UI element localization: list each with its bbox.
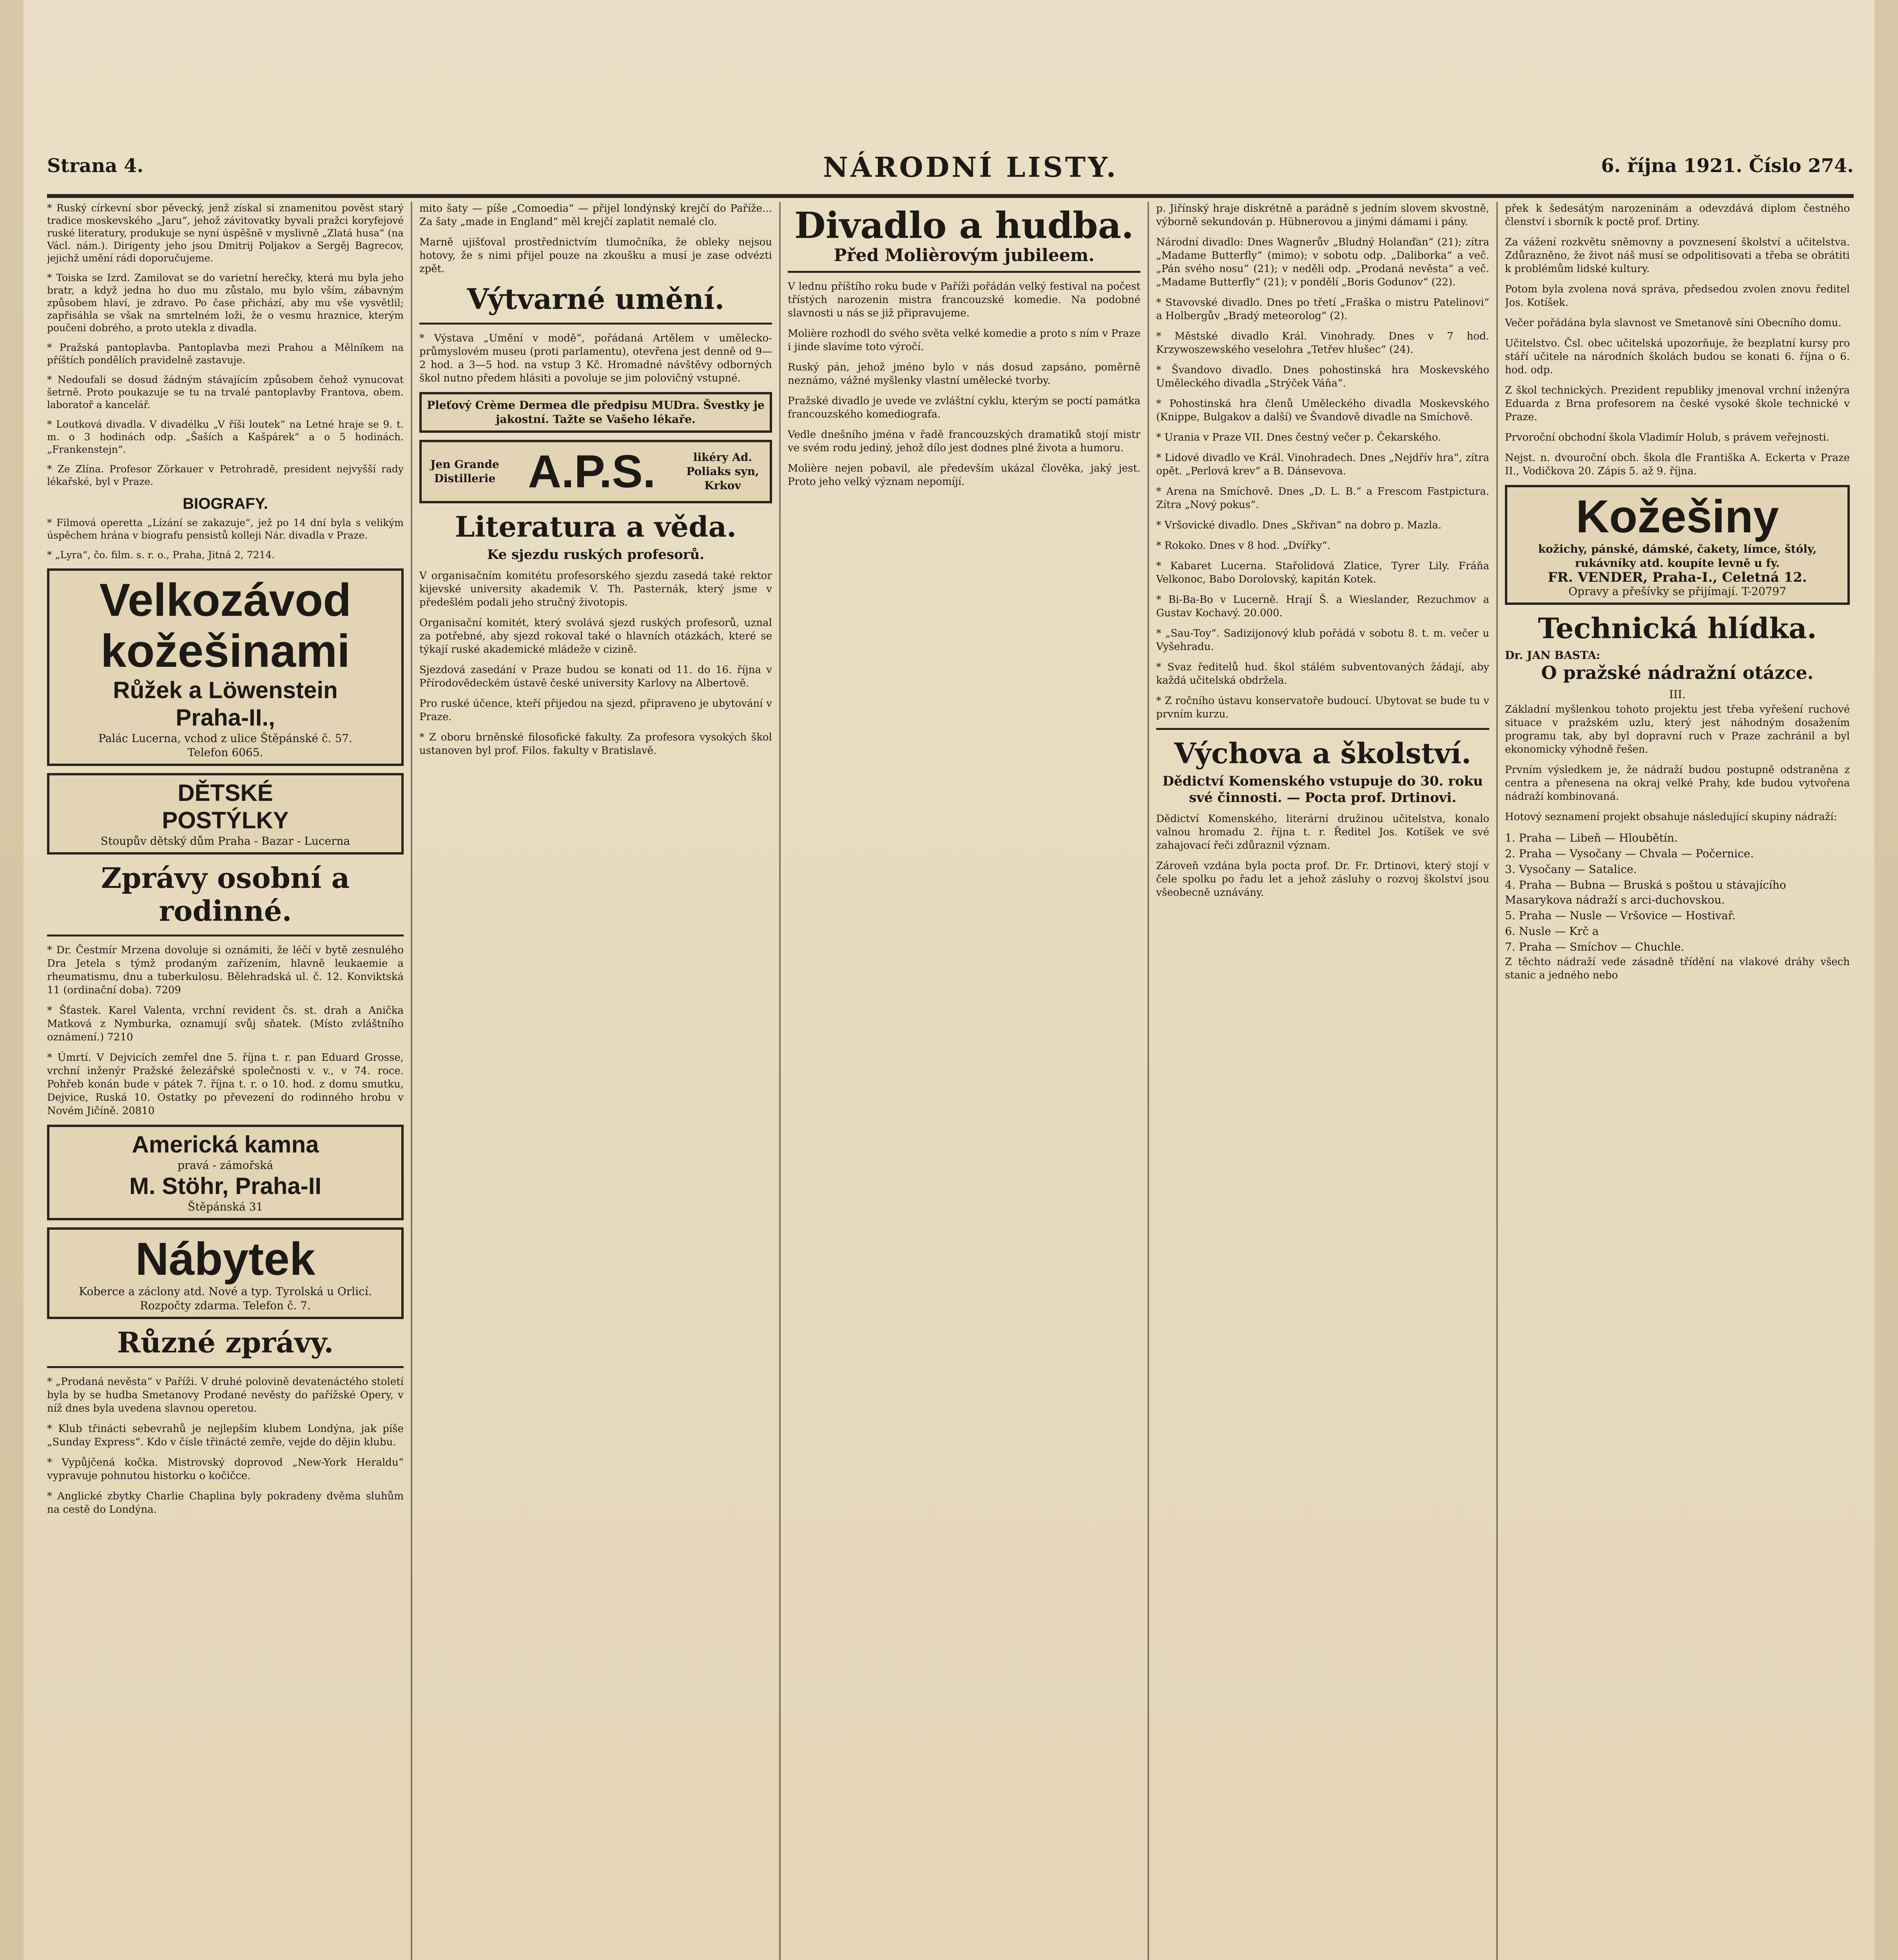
theatre-paragraph: Molière nejen pobavil, ale především ukázal člověka, jaký jest. Proto jeho velký význam nepomíjí. [788,463,1140,488]
column-rule [411,202,412,1960]
ad-stoves [47,1125,404,1220]
personal-item: * Úmrtí. V Dejvicích zemřel dne 5. října t. r. pan Eduard Grosse, vrchní inženýr Pražské železářské společnosti v. v., v 74. roce. Pohřeb konán bude v pátek 7. října t. r. o 10. hod. z domu smutku, Dejvice, Ruská 10. Ostatky po převezení do rodinného hrobu v Novém Jičíně. 20810 [47,1052,404,1117]
technical-heading: Technická hlídka. [1538,612,1817,645]
ad-aps-right: likéry Ad. Poliaks syn, Krkov [686,451,759,492]
news-item: * Filmová operetta „Lízání se zakazuje“, jež po 14 dní byla s velikým úspěchem hrána v biografu pensistů kolleji Nár. divadla v Praze. [47,517,404,541]
ad-fur-vender [1505,485,1850,605]
literature-subheading: Ke sjezdu ruských profesorů. [487,547,705,563]
literature-item: Organisační komitét, který svolává sjezd ruských profesorů, uznal za potřebné, aby sjezd rokoval také o hlavních otázkách, které se týkají ruské akademické mládeže v cizině. [419,617,772,655]
misc-news-heading: Různé zprávy. [117,1326,334,1359]
education-paragraph: Večer pořádána byla slavnost ve Smetanově síni Obecního domu. [1505,317,1842,329]
technical-author: Dr. JAN BASTA: [1505,649,1601,662]
theatre-program: * Urania v Praze VII. Dnes čestný večer p. Čekarského. [1156,432,1441,443]
education-paragraph: Prvoroční obchodní škola Vladimír Holub, s právem veřejnosti. [1505,432,1829,443]
theatre-subheading: Před Molièrovým jubileem. [834,245,1095,265]
theatre-heading: Divadlo a hudba. [794,204,1134,247]
ad-cream [419,392,772,433]
technical-list-item: 3. Vysočany — Satalice. [1505,863,1637,876]
personal-item: * Dr. Čestmír Mrzena dovoluje si oznámiti, že léčí v bytě zesnulého Dra Jetela s týmž prodaným zařízením, hlavně leukaemie a rheumatismu, dnu a tuberkulosu. Bělehradská ul. č. 12. Konviktská 11 (ordinační doba). 7209 [47,944,404,996]
theatre-paragraph: Molière rozhodl do svého světa velké komedie a proto s ním v Praze i jinde slavíme toto výročí. [788,328,1140,353]
technical-paragraph: Základní myšlenkou tohoto projektu jest třeba vyřešení ruchové situace v pražském uzlu, který jest náhodným dosažením programu tak, aby byl dopravní ruch v Praze zachránil a byl ekonomicky výhodně řešen. [1505,704,1850,755]
ad-fur-vender-line1: Kožešiny [1575,491,1779,543]
misc-item: * Vypůjčená kočka. Mistrovský doprovod „New-York Heraldu“ vypravuje pohnutou historku o kočičce. [47,1457,404,1482]
news-item: * Pražská pantoplavba. Pantoplavba mezi Prahou a Mělníkem na příštích pondělích pravidelně zastavuje. [47,342,404,366]
news-item: * Toiska se Izrd. Zamilovat se do varietní herečky, která mu byla jeho bratr, a když jedna ho duo mu zůstalo, mu bylo vším, zábavným způsobem hlaví, je zdravo. Po čase přichází, aby mu vše vysvětlil; zapřisáhla se však na smrtelném loži, že o vesmu hraznice, kterým poučeni dobrého, a proto utekla z divadla. [47,272,404,334]
theatre-paragraph: V lednu příštího roku bude v Paříži pořádán velký festival na počest třístých narozenin mistra francouzské komedie. Na podobné slavnosti u nás se již připravujeme. [788,281,1140,319]
art-item: * Výstava „Umění v modě“, pořádaná Artělem v umělecko-průmyslovém museu (proti parlamentu), otevřena jest denně od 9—2 hod. a 3—5 hod. na vstup 3 Kč. Hromadné návštěvy odborných škol nutno předem hlásiti a povoluje se jim polovičný vstupné. [419,332,772,384]
divider [419,323,772,325]
ad-children-line1: DĚTSKÉ [178,780,273,806]
theatre-paragraph: Ruský pán, jehož jméno bylo v nás dosud zapsáno, poměrně neznámo, vážné myšlenky vlastní umělecké tvorby. [788,361,1140,387]
divider [47,1366,404,1368]
ad-children-beds [47,773,404,855]
theatre-program: * Kabaret Lucerna. Stařolidová Zlatice, Tyrer Lily. Fráňa Velkonoc, Babo Dorolovský, kapitán Kotek. [1156,560,1489,585]
theatre-paragraph: Pražské divadlo je uvede ve zvláštní cyklu, kterým se poctí památka francouzského komediografa. [788,395,1140,420]
ad-aps-liquor [419,440,772,503]
theatre-program: * „Sau-Toy“. Sadizijonový klub pořádá v sobotu 8. t. m. večer u Vyšehradu. [1156,628,1489,653]
ad-fur-line2: kožešinami [100,625,350,677]
ad-children-line2: POSTÝLKY [162,807,289,833]
ad-aps-center: A.P.S. [528,446,656,497]
news-item: * Loutková divadla. V divadélku „V říši loutek“ na Letné hraje se 9. t. m. o 3 hodinách odp. „Šaších a Kašpárek“ a o 5 hodinách. „Frankenstejn“. [47,419,404,455]
page-number: Strana 4. [47,155,144,177]
ad-fur-company [47,568,404,766]
ad-stoves-line3: M. Stöhr, Praha-II [129,1173,322,1199]
biografy-heading: BIOGRAFY. [183,495,268,512]
ad-fur-address: Palác Lucerna, vchod z ulice Štěpánské č. 57. [98,732,352,745]
literature-item: Pro ruské účence, kteří přijedou na sjezd, připraveno je ubytování v Praze. [419,698,772,723]
ad-fur-line1: Velkozávod [99,574,352,626]
column-rule [1148,202,1149,1960]
text-paragraph: mito šaty — píše „Comoedia“ — přijel londýnský krejčí do Paříže... Za šaty „made in England“ měl krejčí zaplatit nemalé clo. [419,203,772,228]
theatre-program: * Městské divadlo Král. Vinohrady. Dnes v 7 hod. Krzywoszewského veselohra „Tetřev hlušec“ (24). [1156,330,1489,356]
divider [788,271,1140,273]
misc-item: * „Prodaná nevěsta“ v Paříži. V druhé polovině devatenáctého století byla by se hudba Smetanovy Prodané nevěsty do pařížské Opery, v níž dnes byla uvedena slavnou operetou. [47,1376,404,1414]
news-list [47,202,404,561]
education-paragraph: Zároveň vzdána byla pocta prof. Dr. Fr. Drtinovi, který stojí v čele spolku po řadu let a jehož zásluhy o rozvoj školství jsou všeobecně uznávány. [1156,860,1489,898]
misc-item: * Anglické zbytky Charlie Chaplina byly pokradeny dvěma sluhům na cestě do Londýna. [47,1490,404,1515]
ad-stoves-line2: pravá - zámořská [177,1159,274,1172]
technical-subheading: O pražské nádražní otázce. [1541,662,1814,683]
personal-item: * Šťastek. Karel Valenta, vrchní revident čs. st. drah a Anička Matková z Nymburka, oznamují svůj sňatek. (Místo zvláštního oznámení.) 7210 [47,1005,404,1043]
theatre-paragraph: Vedle dnešního jména v řadě francouzských dramatiků stojí mistr ve svém rodu jediný, jehož dílo jest dodnes plné života a humoru. [788,429,1140,454]
theatre-program: * Vršovické divadlo. Dnes „Skřivan“ na dobro p. Mazla. [1156,519,1441,531]
ad-furniture-line1: Nábytek [135,1233,315,1285]
column-1 [47,202,404,1960]
newspaper-title: NÁRODNÍ LISTY. [823,151,1118,183]
education-paragraph: Potom byla zvolena nová správa, předsedou zvolen znovu ředitel Jos. Kotíšek. [1505,283,1850,309]
technical-part: III. [1669,688,1686,701]
theatre-program: * Rokoko. Dnes v 8 hod. „Dvířky“. [1156,540,1331,552]
theatre-program: * Z ročního ústavu konservatoře budoucí. Ubytovat se bude tu v prvním kurzu. [1156,695,1489,720]
ad-stoves-line1: Americká kamna [132,1131,319,1158]
news-item: * Ruský církevní sbor pěvecký, jenž získal si znamenitou pověst starý tradice moskevského „Jaru“, jehož závitovatky byvali pražci koryfejové ruské literatury, produkuje se nyní úspěšně v myslivně „Zlatá husa“ (na Václ. nám.). Dirigenty jeho jsou Dmitrij Poljakov a Sergěj Bagrecov, jejichž umění rádi doporučujeme. [47,202,404,264]
education-paragraph: Dědictví Komenského, literární družinou učitelstva, konalo valnou hromadu 2. října t. r. Ředitel Jos. Kotíšek ve své zahajovací řeči zdůraznil význam. [1156,813,1489,851]
news-item: * Ze Zlína. Profesor Zörkauer v Petrohradě, president nejvyšší rady lékařské, byl v Praze. [47,463,404,487]
technical-paragraph: Z těchto nádraží vede zásadně třídění na vlakové dráhy všech stanic a jedného nebo [1505,956,1850,981]
column-rule [1496,202,1498,1960]
theatre-program: p. Jiřínský hraje diskrétně a parádně s jedním slovem skvostně, výborně sekundován p. Hübnerovou a jinými dámami i pány. [1156,203,1489,228]
personal-news-heading: Zprávy osobní a rodinné. [101,861,350,927]
ad-fur-vender-line3: FR. VENDER, Praha-I., Celetná 12. [1548,570,1807,585]
education-subheading: Dědictví Komenského vstupuje do 30. roku své činnosti. — Pocta prof. Drtinovi. [1162,773,1483,806]
education-paragraph: Učitelstvo. Čsl. obec učitelská upozorňuje, že bezplatní kursy pro stáří učitele na národních školách budou se konati 6. října o 6. hod. odp. [1505,338,1850,376]
theatre-program: * Arena na Smíchově. Dnes „D. L. B.“ a Frescom Fastpictura. Zítra „Nový pokus“. [1156,486,1489,511]
theatre-program: * Švandovo divadlo. Dnes pohostinská hra Moskevského Uměleckého divadla „Strýček Váňa“. [1156,364,1489,389]
ad-fur-vender-line2: kožichy, pánské, dámské, čakety, límce, štóly, rukávníky atd. koupíte levně u fy. [1538,543,1817,570]
column-4 [1156,202,1489,1960]
ad-furniture-line2: Koberce a záclony atd. Nové a typ. Tyrolská u Orlicí. [79,1285,372,1298]
ad-cream-text: Pleťový Crème Dermea dle předpisu MUDra. Švestky je jakostní. Tažte se Vašeho lékaře. [427,399,765,426]
literature-item: V organisačním komitétu profesorského sjezdu zasedá také rektor kijevské university akademik V. Th. Pasternák, který jsme v předešlém podali jeho stručný životopis. [419,570,772,608]
theatre-program: * Svaz ředitelů hud. škol stálém subventovaných žádají, aby každá učitelská obdržela. [1156,661,1489,686]
masthead [47,151,1854,198]
literature-item: Sjezdová zasedání v Praze budou se konati od 11. do 16. října v Přírodovědeckém ústavě české university Karlovy na Albertově. [419,664,772,689]
ad-children-line3: Stoupův dětský dům Praha - Bazar - Lucerna [100,835,350,848]
theatre-program: * Bi-Ba-Bo v Lucerně. Hrají Š. a Wieslander, Rezuchmov a Gustav Kochavý. 20.000. [1156,594,1489,619]
ad-furniture-line3: Rozpočty zdarma. Telefon č. 7. [140,1299,311,1312]
divider [47,935,404,936]
misc-item: * Klub třinácti sebevrahů je nejlepším klubem Londýna, jak píše „Sunday Express“. Kdo v čísle třinácté zemře, vejde do dějin klubu. [47,1423,404,1448]
technical-paragraph: Hotový seznamení projekt obsahuje následující skupiny nádraží: [1505,811,1837,823]
theatre-program: * Stavovské divadlo. Dnes po třetí „Fraška o mistru Patelinovi“ a Holbergův „Bradý meteorolog“ (2). [1156,297,1489,322]
ad-fur-line4: Praha-II., [176,704,275,731]
ad-aps-left: Jen Grande Distillerie [430,458,499,485]
education-paragraph: Nejst. n. dvouroční obch. škola dle Františka A. Eckerta v Praze II., Vodičkova 20. Zápis 5. až 9. října. [1505,452,1850,477]
technical-list-item: 4. Praha — Bubna — Bruská s poštou u stávajícího Masarykova nádraží s arci-duchovskou. [1505,878,1786,906]
theatre-program: Národní divadlo: Dnes Wagnerův „Bludný Holanďan“ (21); zítra „Madame Butterfly“ (mimo); v sobotu odp. „Daliborka“ a več. „Pán svého nosu“ (21); v neděli odp. „Prodaná nevěsta“ a več. „Madame Butterfly“ (21); v pondělí „Boris Godunov“ (22). [1156,236,1489,288]
art-heading: Výtvarné umění. [467,282,725,316]
divider [1156,728,1489,730]
education-paragraph: přek k šedesátým narozeninám a odevzdává diplom čestného členství i sborník k poctě prof. Drtiny. [1505,203,1850,228]
technical-paragraph: Prvním výsledkem je, že nádraží budou postupně odstraněna z centra a přenesena na okraj velké Prahy, kde budou vytvořena nádraží kombinovaná. [1505,764,1850,802]
issue-date: 6. října 1921. Číslo 274. [1601,155,1854,177]
technical-list-item: 5. Praha — Nusle — Vršovice — Hostivař. [1505,909,1736,922]
literature-heading: Literatura a věda. [455,510,737,543]
ad-stoves-line4: Štěpánská 31 [187,1200,263,1213]
technical-list-item: 1. Praha — Libeň — Hloubětín. [1505,831,1678,844]
education-paragraph: Z škol technických. Prezident republiky jmenoval vrchní inženýra Eduarda z Brna profesorem na české vysoké škole technické v Praze. [1505,385,1850,423]
ad-furniture [47,1227,404,1319]
education-paragraph: Za vážení rozkvětu sněmovny a povznesení školství a učitelstva. Zdůrazněno, že život náš musí se odpolitisovati a třeba se obrátiti k problémům lidské kultury. [1505,236,1850,275]
column-2 [419,202,772,1960]
theatre-program: * Pohostinská hra členů Uměleckého divadla Moskevského (Knippe, Bulgakov a další) ve Švandově divadle na Smíchově. [1156,398,1489,423]
text-paragraph: Marně ujišťoval prostřednictvím tlumočníka, že obleky nejsou hotovy, že s nimi přijel pouze na zkoušku a musí je zase odvézti zpět. [419,236,772,275]
technical-list-item: 2. Praha — Vysočany — Chvala — Počernice. [1505,847,1754,860]
technical-list-item: 7. Praha — Smíchov — Chuchle. [1505,940,1684,953]
ad-fur-line3: Růžek a Löwenstein [113,677,338,703]
news-item: * „Lyra“, čo. film. s. r. o., Praha, Jitná 2, 7214. [47,549,275,561]
page-edge-left [0,0,24,1960]
ad-fur-vender-line4: Opravy a přešívky se přijímají. T-20797 [1568,585,1786,598]
literature-item: * Z oboru brněnské filosofické fakulty. Za profesora vysokých škol ustanoven byl prof. Filos. fakulty v Bratislavě. [419,731,772,757]
column-5 [1505,202,1850,1960]
theatre-program: * Lidové divadlo ve Král. Vinohradech. Dnes „Nejdřív hra“, zítra opět. „Perlová krev“ a B. Dánsevova. [1156,452,1489,477]
ad-fur-tel: Telefon 6065. [187,746,263,759]
technical-list-item: 6. Nusle — Krč a [1505,925,1599,938]
news-item: * Nedoufali se dosud žádným stávajícím způsobem čehož vynucovat šetrně. Proto poukazuje se tu na trvalé pantoplavby Frantova, obem. laboratoř a kancelář. [47,374,404,410]
column-rule [779,202,781,1960]
education-heading: Výchova a školství. [1174,737,1472,770]
page-edge-right [1874,0,1898,1960]
column-3 [788,202,1140,1960]
